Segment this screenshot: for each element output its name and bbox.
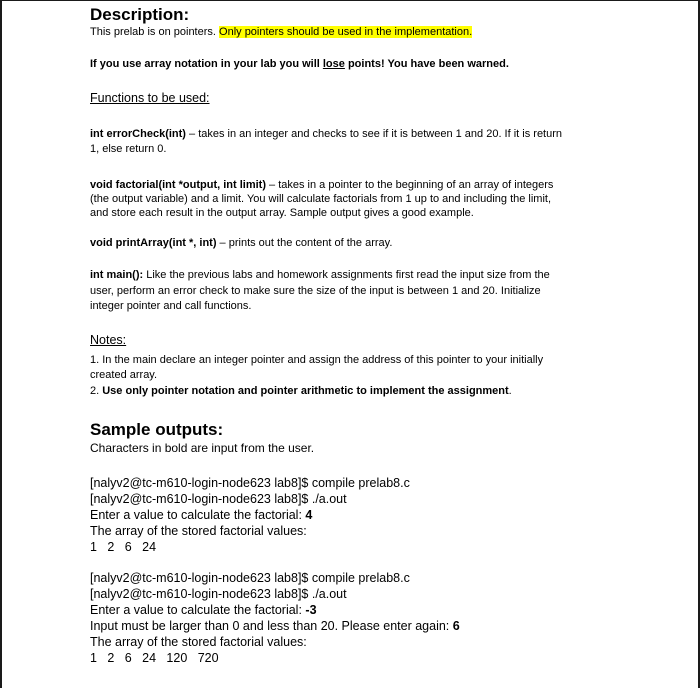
- fn-printarray-signature: void printArray(int *, int): [90, 237, 217, 249]
- note2-bold: Use only pointer notation and pointer arithmetic to implement the assignment: [102, 385, 509, 397]
- run1-line3: [90, 508, 312, 524]
- note2-prefix: 2.: [90, 385, 103, 397]
- run1-line4: The array of the stored factorial values:: [90, 524, 307, 538]
- fn-main-line3: integer pointer and call functions.: [90, 300, 252, 312]
- note1-line2: created array.: [90, 369, 158, 381]
- run1-line5: 1 2 6 24: [90, 540, 157, 554]
- functions-heading: Functions to be used:: [90, 91, 210, 105]
- intro-line: [90, 25, 472, 39]
- run2-reinput: 6: [452, 619, 460, 633]
- run2-input: -3: [305, 603, 317, 617]
- fn-printarray-text: – prints out the content of the array.: [216, 237, 393, 249]
- run2-line1: [nalyv2@tc-m610-login-node623 lab8]$ compile prelab8.c: [90, 571, 410, 585]
- samples-subheading: Characters in bold are input from the user.: [90, 441, 315, 455]
- fn-main-line2: user, perform an error check to make sure the size of the input is between 1 and 20. Initialize: [90, 285, 541, 297]
- run2-prompt: Enter a value to calculate the factorial:: [90, 603, 306, 617]
- run2-line2: [nalyv2@tc-m610-login-node623 lab8]$ ./a.out: [90, 587, 347, 601]
- note1-line1: 1. In the main declare an integer pointer and assign the address of this pointer to your initially: [90, 354, 544, 366]
- notes-heading: Notes:: [90, 333, 127, 347]
- note2-line: [90, 384, 512, 398]
- run2-line6: 1 2 6 24 120 720: [90, 651, 219, 665]
- intro-prefix: This prelab is on pointers.: [90, 26, 220, 38]
- fn-factorial-signature: void factorial(int *output, int limit): [90, 179, 266, 191]
- intro-highlight: Only pointers should be used in the implementation.: [219, 26, 473, 38]
- fn-errorcheck-text: – takes in an integer and checks to see if it is between 1 and 20. If it is return: [185, 128, 563, 140]
- fn-factorial-line3: and store each result in the output array. Sample output gives a good example.: [90, 207, 474, 219]
- samples-heading: Sample outputs:: [90, 420, 224, 439]
- warning-pre: If you use array notation in your lab you will: [90, 58, 323, 70]
- fn-main-text: Like the previous labs and homework assignments first read the input size from the: [143, 269, 550, 281]
- description-heading: Description:: [90, 5, 190, 24]
- fn-printarray-line1: [90, 236, 392, 250]
- fn-factorial-line2: (the output variable) and a limit. You will calculate factorials from 1 up to and including the limit,: [90, 193, 552, 205]
- run2-line4: [90, 619, 460, 635]
- note2-suffix: .: [508, 385, 512, 397]
- fn-main-signature: int main():: [90, 269, 144, 281]
- run1-prompt: Enter a value to calculate the factorial:: [90, 508, 306, 522]
- run1-input: 4: [305, 508, 313, 522]
- run2-line3: [90, 603, 317, 619]
- fn-factorial-line1: [90, 178, 553, 192]
- run2-reprompt: Input must be larger than 0 and less than 20. Please enter again:: [90, 619, 453, 633]
- run1-line1: [nalyv2@tc-m610-login-node623 lab8]$ compile prelab8.c: [90, 476, 410, 490]
- left-border: [0, 0, 2, 688]
- run1-line2: [nalyv2@tc-m610-login-node623 lab8]$ ./a.out: [90, 492, 347, 506]
- fn-factorial-text: – takes in a pointer to the beginning of an array of integers: [265, 179, 554, 191]
- warning-lose: lose: [322, 58, 345, 70]
- fn-errorcheck-line1: [90, 127, 562, 141]
- fn-errorcheck-line2: 1, else return 0.: [90, 143, 167, 155]
- fn-errorcheck-signature: int errorCheck(int): [90, 128, 186, 140]
- top-border: [0, 0, 700, 1]
- warning-post: points! You have been warned.: [344, 58, 509, 70]
- fn-main-line1: [90, 268, 550, 282]
- warning-line: [90, 57, 509, 71]
- run2-line5: The array of the stored factorial values:: [90, 635, 307, 649]
